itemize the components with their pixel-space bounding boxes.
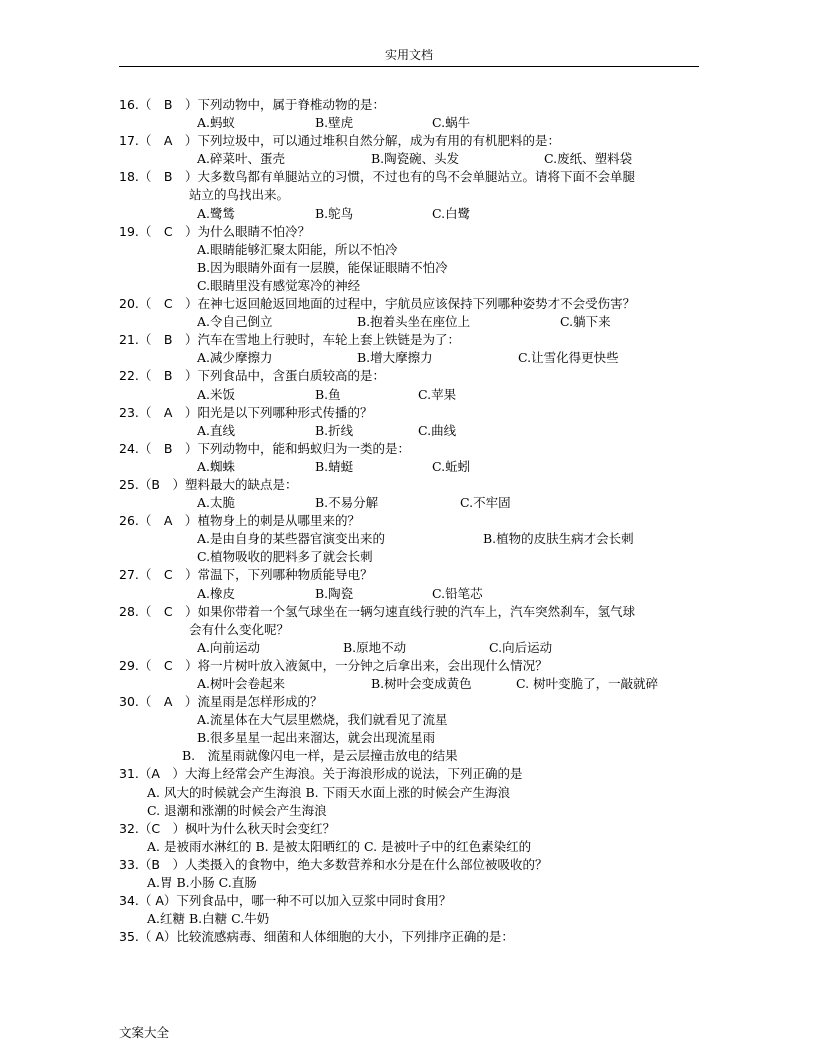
option-c: C.蜗牛 — [432, 115, 471, 131]
option-a: A.是由自身的某些器官演变出来的 — [197, 531, 386, 547]
option-a: A.太脆 — [197, 495, 236, 511]
options-29 — [119, 675, 709, 693]
question-text: 下列食品中，哪一种不可以加入豆浆中同时食用？ — [176, 893, 452, 909]
option-c: C.眼睛里没有感觉寒冷的神经 — [197, 277, 361, 293]
option-c: C.废纸、塑料袋 — [544, 151, 633, 167]
option-b: B.不易分解 — [315, 495, 379, 511]
option-a: A.鹭鸶 — [197, 205, 236, 221]
option-b: B.壁虎 — [315, 115, 354, 131]
question-prefix: 22.（ B ） — [119, 368, 198, 384]
question-21 — [119, 331, 709, 349]
option-26c — [119, 548, 709, 566]
question-31 — [119, 765, 709, 783]
question-text: 阳光是以下列哪种形式传播的？ — [197, 404, 373, 420]
options-24 — [119, 458, 709, 476]
question-list — [119, 96, 709, 946]
options-31ab — [119, 784, 709, 802]
option-a: A.碎菜叶、蛋壳 — [197, 151, 286, 167]
options-25 — [119, 494, 709, 512]
question-text: 比较流感病毒、细菌和人体细胞的大小，下列排序正确的是： — [176, 929, 514, 945]
options-33 — [119, 874, 709, 892]
options-18 — [119, 205, 709, 223]
option-b: B.原地不动 — [343, 639, 407, 655]
question-prefix: 28.（ C ） — [119, 603, 198, 619]
option-19a — [119, 241, 709, 259]
page-header: 实用文档 — [119, 48, 699, 67]
question-text: 下列食品中，含蛋白质较高的是： — [197, 368, 385, 384]
option-a: A.流星体在大气层里燃烧，我们就看见了流星 — [197, 712, 448, 728]
options-22 — [119, 386, 709, 404]
question-26 — [119, 512, 709, 530]
option-c: C.让雪化得更快些 — [518, 350, 619, 366]
option-b: B.树叶会变成黄色 — [371, 676, 472, 691]
question-prefix: 32.（C ） — [119, 820, 186, 836]
option-19b — [119, 259, 709, 277]
question-18 — [119, 168, 709, 186]
option-ab: A. 风大的时候就会产生海浪 B. 下雨天水面上涨的时候会产生海浪 — [147, 784, 511, 800]
question-prefix: 18.（ B ） — [119, 169, 198, 185]
option-b: B.鸵鸟 — [315, 205, 354, 221]
question-text: 植物身上的刺是从哪里来的？ — [197, 513, 360, 529]
question-prefix: 34.（ A） — [119, 893, 177, 909]
question-text: 在神七返回舱返回地面的过程中，宇航员应该保持下列哪种姿势才不会受伤害？ — [197, 296, 636, 312]
question-prefix: 30.（ A ） — [119, 694, 198, 710]
question-prefix: 17.（ A ） — [119, 133, 198, 149]
option-30c — [119, 747, 709, 765]
option-a: A.令自己倒立 — [197, 314, 273, 330]
options-28 — [119, 639, 709, 657]
question-text: 流星雨是怎样形成的？ — [197, 694, 323, 710]
options-abc: A. 是被雨水淋红的 B. 是被太阳晒红的 C. 是被叶子中的红色素染红的 — [147, 838, 532, 854]
option-c: C. 树叶变脆了，一敲就碎 — [516, 676, 659, 691]
question-text: 下列动物中，属于脊椎动物的是： — [197, 97, 385, 112]
option-b: B.抱着头坐在座位上 — [357, 314, 471, 330]
question-30 — [119, 693, 709, 711]
option-19c — [119, 277, 709, 295]
question-16 — [119, 96, 709, 114]
option-c: C.植物吸收的肥料多了就会长刺 — [197, 549, 373, 565]
option-c: C.不牢固 — [460, 495, 511, 511]
question-text: 塑料最大的缺点是： — [184, 476, 298, 492]
question-prefix: 27.（ C ） — [119, 567, 198, 583]
question-prefix: 20.（ C ） — [119, 296, 198, 312]
option-30b — [119, 729, 709, 747]
option-b: B.植物的皮肤生病才会长刺 — [483, 531, 634, 547]
question-text: 大多数鸟都有单腿站立的习惯，不过也有的鸟不会单腿站立。请将下面不会单腿 — [197, 169, 635, 185]
question-22 — [119, 367, 709, 385]
option-a: A.蜘蛛 — [197, 458, 236, 474]
option-a: A.向前运动 — [197, 639, 261, 655]
options-21 — [119, 349, 709, 367]
question-text: 常温下，下列哪种物质能导电？ — [197, 567, 373, 583]
question-34 — [119, 892, 709, 910]
option-a: A.橡皮 — [197, 585, 236, 601]
option-a: A.减少摩擦力 — [197, 350, 273, 366]
question-prefix: 21.（ B ） — [119, 332, 198, 348]
option-c: B. 流星雨就像闪电一样，是云层撞击放电的结果 — [182, 748, 458, 764]
question-prefix: 26.（ A ） — [119, 513, 198, 529]
options-16 — [119, 114, 709, 132]
option-a: A.树叶会卷起来 — [197, 676, 286, 691]
question-23 — [119, 404, 709, 422]
question-text: 汽车在雪地上行驶时，车轮上套上铁链是为了： — [197, 332, 460, 348]
options-abc: A.胃 B.小肠 C.直肠 — [147, 875, 257, 891]
question-text: 为什么眼睛不怕冷？ — [197, 223, 311, 239]
page-footer: 文案大全 — [119, 1025, 170, 1040]
option-a: A.米饭 — [197, 386, 236, 402]
option-b: B.折线 — [315, 422, 354, 438]
options-17 — [119, 150, 709, 168]
option-b: B.陶瓷 — [315, 585, 354, 601]
question-text: 如果你带着一个氢气球坐在一辆匀速直线行驶的汽车上，汽车突然刹车，氢气球 — [197, 603, 636, 619]
options-abc: A.红糖 B.白糖 C.牛奶 — [147, 911, 270, 927]
question-text-cont: 会有什么变化呢？ — [189, 621, 290, 637]
option-a: A.眼睛能够汇聚太阳能，所以不怕冷 — [197, 241, 398, 257]
option-a: A.直线 — [197, 422, 236, 438]
option-c: C. 退潮和涨潮的时候会产生海浪 — [147, 802, 327, 818]
option-b: B.因为眼睛外面有一层膜，能保证眼睛不怕冷 — [197, 259, 448, 275]
option-c: C.白鹭 — [432, 205, 471, 221]
option-c: C.铅笔芯 — [432, 585, 483, 601]
question-text: 下列动物中，能和蚂蚁归为一类的是： — [197, 440, 410, 456]
question-24 — [119, 440, 709, 458]
option-c: C.躺下来 — [560, 314, 611, 330]
options-32 — [119, 838, 709, 856]
option-30a — [119, 711, 709, 729]
option-31c — [119, 802, 709, 820]
option-a: A.蚂蚁 — [197, 115, 236, 131]
question-28 — [119, 603, 709, 621]
question-17 — [119, 132, 709, 150]
question-18-cont — [119, 186, 709, 204]
question-prefix: 24.（ B ） — [119, 440, 198, 456]
question-prefix: 25.（B ） — [119, 476, 185, 492]
options-26 — [119, 530, 709, 548]
option-b: B.蜻蜓 — [315, 458, 354, 474]
question-prefix: 35.（ A） — [119, 929, 177, 945]
options-23 — [119, 422, 709, 440]
options-20 — [119, 313, 709, 331]
question-text: 下列垃圾中，可以通过堆积自然分解，成为有用的有机肥料的是： — [197, 133, 560, 149]
options-34 — [119, 910, 709, 928]
question-19 — [119, 223, 709, 241]
question-28-cont — [119, 621, 709, 639]
question-text: 人类摄入的食物中，绝大多数营养和水分是在什么部位被吸收的？ — [184, 856, 548, 872]
question-27 — [119, 566, 709, 584]
question-35 — [119, 928, 709, 946]
question-text: 枫叶为什么秋天时会变红？ — [185, 820, 336, 836]
option-c: C.苹果 — [418, 386, 457, 402]
question-25 — [119, 476, 709, 494]
question-prefix: 31.（A ） — [119, 766, 185, 782]
question-prefix: 29.（ C ） — [119, 657, 198, 673]
question-29 — [119, 657, 709, 675]
option-b: B.陶瓷碗、头发 — [371, 151, 460, 167]
option-c: C.蚯蚓 — [432, 458, 471, 474]
question-text: 大海上经常会产生海浪。关于海浪形成的说法，下列正确的是 — [184, 766, 523, 782]
options-27 — [119, 585, 709, 603]
option-b: B.鱼 — [315, 386, 341, 402]
question-20 — [119, 295, 709, 313]
question-text: 将一片树叶放入液氮中，一分钟之后拿出来，会出现什么情况？ — [197, 657, 548, 673]
question-prefix: 23.（ A ） — [119, 404, 198, 420]
question-text-cont: 站立的鸟找出来。 — [189, 187, 290, 203]
question-prefix: 19.（ C ） — [119, 223, 198, 239]
question-prefix: 16.（ B ） — [119, 97, 198, 112]
question-prefix: 33.（B ） — [119, 856, 185, 872]
option-c: C.向后运动 — [489, 639, 553, 655]
option-c: C.曲线 — [418, 422, 457, 438]
question-33 — [119, 856, 709, 874]
option-b: B.很多星星一起出来溜达，就会出现流星雨 — [197, 730, 436, 746]
option-b: B.增大摩擦力 — [357, 350, 433, 366]
question-32 — [119, 820, 709, 838]
